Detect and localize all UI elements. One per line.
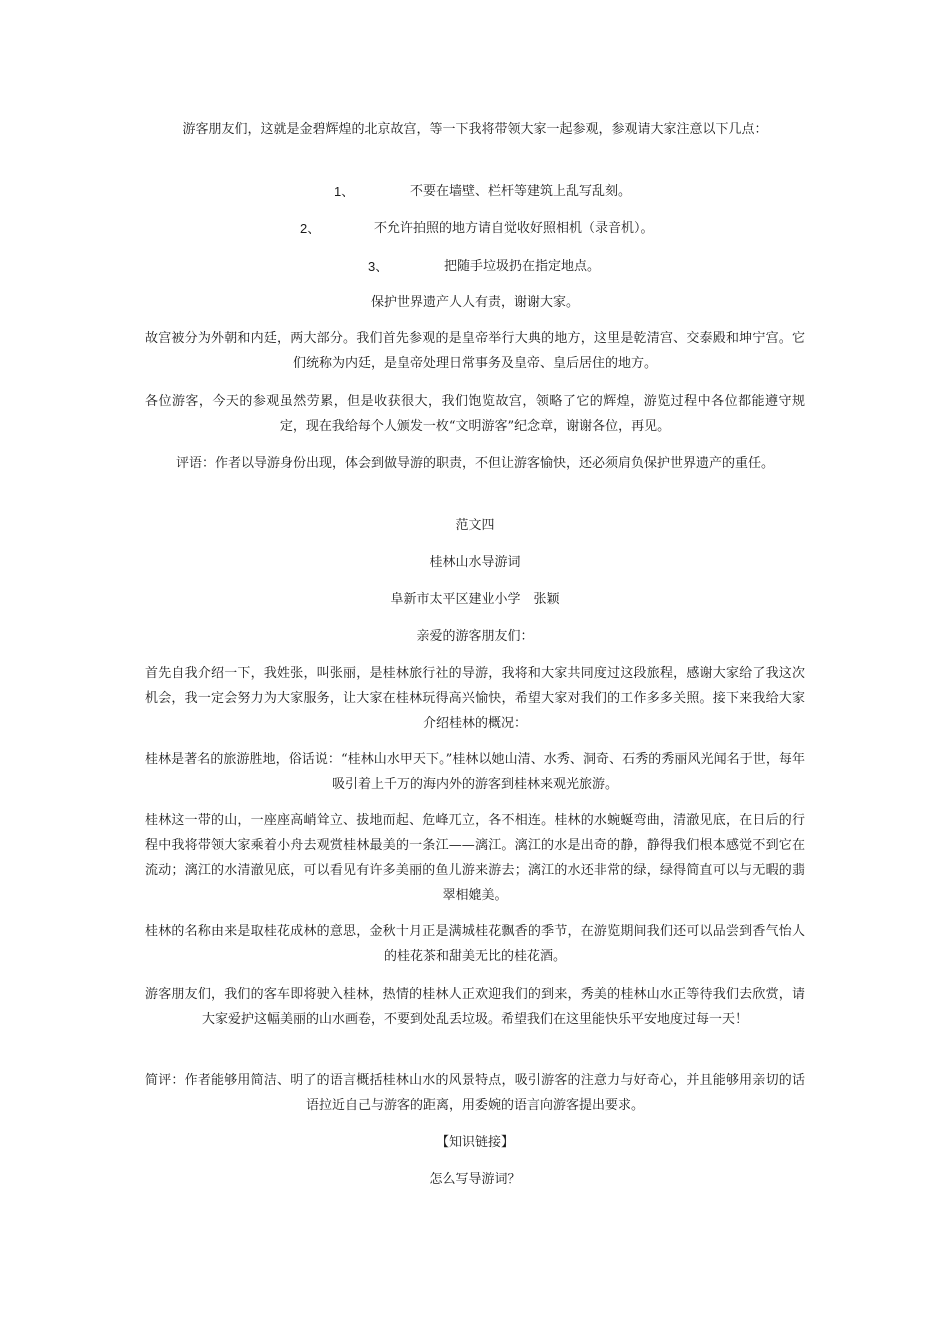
comment-1: 评语：作者以导游身份出现，体会到做导游的职责，不但让游客愉快，还必须肩负保护世界遗产的重任。: [175, 456, 774, 471]
farewell-paragraph: 各位游客，今天的参观虽然劳累，但是收获很大，我们饱览故宫，领略了它的辉煌，游览过程中各位都能遵守规定，现在我给每个人颁发一枚“文明游客”纪念章，谢谢各位，再见。: [145, 394, 805, 434]
palace-paragraph: 故宫被分为外朝和内廷，两大部分。我们首先参观的是皇帝举行大典的地方，这里是乾清宫、交泰殿和坤宁宫。它们统称为内廷，是皇帝处理日常事务及皇帝、皇后居住的地方。: [145, 331, 805, 371]
greeting-line: 亲爱的游客朋友们：: [416, 629, 534, 644]
paragraph-introduction: 首先自我介绍一下，我姓张，叫张丽，是桂林旅行社的导游，我将和大家共同度过这段旅程，感谢大家给了我这次机会，我一定会努力为大家服务，让大家在桂林玩得高兴愉快，希望大家对我们的工作多多关照。接下来我给大家介绍桂林的概况：: [145, 666, 805, 731]
protect-line: 保护世界遗产人人有责，谢谢大家。: [370, 295, 579, 310]
question-line: 怎么写导游词？: [429, 1172, 521, 1187]
paragraph-osmanthus: 桂林的名称由来是取桂花成林的意思，金秋十月正是满城桂花飘香的季节，在游览期间我们还可以品尝到香气怡人的桂花茶和甜美无比的桂花酒。: [145, 924, 805, 964]
intro-paragraph: 游客朋友们，这就是金碧辉煌的北京故宫，等一下我将带领大家一起参观，参观请大家注意以下几点：: [182, 122, 768, 137]
paragraph-mountains-water: 桂林这一带的山，一座座高峭耸立、拔地而起、危峰兀立，各不相连。桂林的水蜿蜒弯曲，清澈见底，在日后的行程中我将带领大家乘着小舟去观赏桂林最美的一条江——漓江。漓江的水是出奇的静，静得我们根本感觉不到它在流动；漓江的水清澈见底，可以看见有许多美丽的鱼儿游来游去；漓江的水还非常的绿，绿得简直可以与无暇的翡翠相媲美。: [145, 813, 805, 903]
rule-2-text: 不允许拍照的地方请自觉收好照相机（录音机）。: [374, 221, 654, 236]
rule-3-text: 把随手垃圾扔在指定地点。: [444, 259, 601, 274]
essay-title: 桂林山水导游词: [429, 555, 521, 570]
knowledge-link-heading: 【知识链接】: [435, 1135, 514, 1150]
paragraph-overview: 桂林是著名的旅游胜地，俗话说：“桂林山水甲天下。”桂林以她山清、水秀、洞奇、石秀的秀丽风光闻名于世，每年吸引着上千万的海内外的游客到桂林来观光旅游。: [145, 752, 805, 792]
rule-1-text: 不要在墙壁、栏杆等建筑上乱写乱刻。: [410, 184, 632, 199]
rule-3-number: 3、: [368, 259, 389, 274]
essay-author: 阜新市太平区建业小学 张颖: [390, 592, 560, 607]
rule-2-number: 2、: [300, 221, 321, 236]
essay-label: 范文四: [455, 518, 495, 533]
rule-1-number: 1、: [334, 184, 355, 199]
paragraph-arrival: 游客朋友们，我们的客车即将驶入桂林，热情的桂林人正欢迎我们的到来，秀美的桂林山水正等待我们去欣赏，请大家爱护这幅美丽的山水画卷，不要到处乱丢垃圾。希望我们在这里能快乐平安地度过每一天！: [145, 987, 805, 1027]
comment-2: 简评：作者能够用简洁、明了的语言概括桂林山水的风景特点，吸引游客的注意力与好奇心，并且能够用亲切的话语拉近自己与游客的距离，用委婉的语言向游客提出要求。: [145, 1073, 805, 1113]
